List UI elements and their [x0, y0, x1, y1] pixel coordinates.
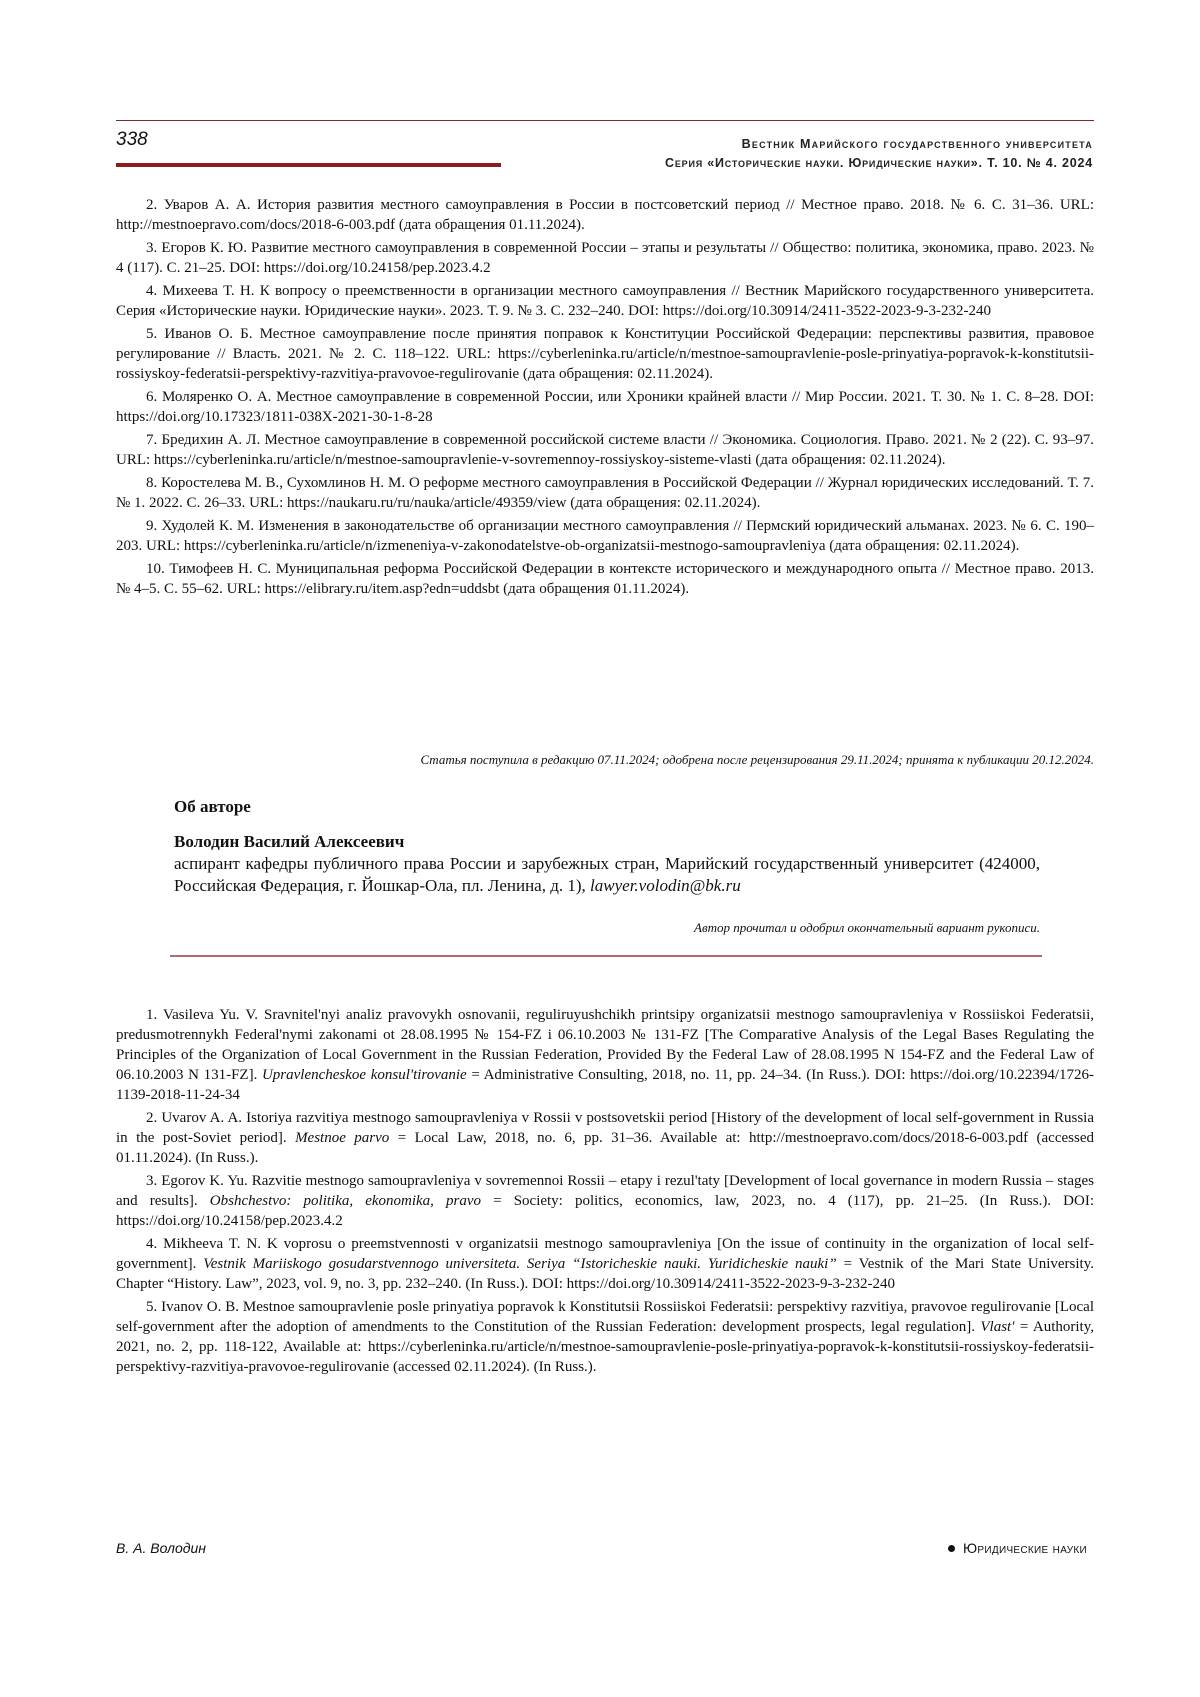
- reference-item: 4. Михеева Т. Н. К вопросу о преемственности в организации местного самоуправления // Вестник Марийского государственного университета. Серия «Исторические науки. Юридические науки». 2023. Т. 9. № 3. С. 232–240. DOI: https://doi.org/10.30914/2411-3522-2023-9-3-232-240: [116, 283, 1094, 319]
- header-accent-bar: [116, 163, 501, 167]
- reference-text: 3. Egorov K. Yu. Razvitie mestnogo samoupravleniya v sovremennoi Rossii – etapy i rezul'taty [Development of local governance in modern Russia – stages and results].: [116, 1173, 1094, 1209]
- reference-text: = Authority, 2021, no. 2, pp. 118-122, Available at: https://cyberleninka.ru/article/n/mestnoe-samoupravlenie-posle-prinyatiya-popravok-k-konstitutsii-rossiyskoy-federatsii-perspektivy-razvitiya-pravovoe-regulirovanie (accessed 02.11.2024). (In Russ.).: [116, 1319, 1094, 1375]
- reference-item: 7. Бредихин А. Л. Местное самоуправление в современной российской системе власти // Экономика. Социология. Право. 2021. № 2 (22). С. 93–97. URL: https://cyberleninka.ru/article/n/mestnoe-samoupravlenie-v-sovremennoy-rossiyskoy-sisteme-vlasti (дата обращения: 02.11.2024).: [116, 432, 1094, 468]
- reference-item: 10. Тимофеев Н. С. Муниципальная реформа Российской Федерации в контексте исторического и международного опыта // Местное право. 2013. № 4–5. С. 55–62. URL: https://elibrary.ru/item.asp?edn=uddsbt (дата обращения 01.11.2024).: [116, 561, 1094, 597]
- reference-journal: Upravlencheskoe konsul'tirovanie: [261, 1067, 467, 1083]
- author-bio-text: аспирант кафедры публичного права России и зарубежных стран, Марийский государственный университет (424000, Российская Федерация, г. Йошкар-Ола, пл. Ленина, д. 1),: [174, 854, 1040, 895]
- reference-item: 2. Уваров А. А. История развития местного самоуправления в России в постсоветский период // Местное право. 2018. № 6. С. 31–36. URL: http://mestnoepravo.com/docs/2018-6-003.pdf (дата обращения 01.11.2024).: [116, 197, 1094, 233]
- page-number: 338: [116, 129, 148, 150]
- reference-text: = Society: politics, economics, law, 2023, no. 4 (117), pp. 21–25. (In Russ.). DOI: https://doi.org/10.24158/pep.2023.4.2: [116, 1193, 1094, 1229]
- reference-item: [116, 1297, 1094, 1377]
- references-en: [116, 1005, 1094, 1380]
- footer-author: В. А. Володин: [116, 1540, 206, 1556]
- reference-item: [116, 1005, 1094, 1105]
- reference-item: 3. Егоров К. Ю. Развитие местного самоуправления в современной России – этапы и результаты // Общество: политика, экономика, право. 2023. № 4 (117). С. 21–25. DOI: https://doi.org/10.24158/pep.2023.4.2: [116, 240, 1094, 276]
- reference-item: [116, 1171, 1094, 1231]
- author-name: Володин Василий Алексеевич: [174, 832, 405, 851]
- reference-item: 5. Иванов О. Б. Местное самоуправление после принятия поправок к Конституции Российской Федерации: перспективы развития, правовое регулирование // Власть. 2021. № 2. С. 118–122. URL: https://cyberleninka.ru/article/n/mestnoe-samoupravlenie-posle-prinyatiya-popravok-k-konstitutsii-rossiyskoy-federatsii-perspektivy-razvitiya-pravovoe-regulirovanie (дата обращения: 02.11.2024).: [116, 326, 1094, 382]
- reference-item: [116, 1234, 1094, 1294]
- reference-text: 1. Vasileva Yu. V. Sravnitel'nyi analiz pravovykh osnovanii, reguliruyushchikh printsipy organizatsii mestnogo samoupravleniya v Rossiiskoi Federatsii, predusmotrennykh Federal'nymi zakonami ot 28.08.1995 № 154-FZ i 06.10.2003 № 131-FZ [The Comparative Analysis of the Legal Bases Regulating the Principles of the Organization of Local Government in the Russian Federation, Provided By the Federal Law of 28.08.1995 N 154-FZ and the Federal Law of 06.10.2003 N 131-FZ].: [116, 1007, 1094, 1083]
- reference-item: 8. Коростелева М. В., Сухомлинов Н. М. О реформе местного самоуправления в Российской Федерации // Журнал юридических исследований. Т. 7. № 1. 2022. С. 26–33. URL: https://naukaru.ru/ru/nauka/article/49359/view (дата обращения: 02.11.2024).: [116, 475, 1094, 511]
- reference-journal: Mestnoe parvo: [295, 1130, 390, 1146]
- journal-series: Серия «Исторические науки. Юридические науки». Т. 10. № 4. 2024: [665, 156, 1093, 170]
- reference-journal: Vlast': [980, 1319, 1015, 1335]
- reference-text: = Administrative Consulting, 2018, no. 11, pp. 24–34. (In Russ.). DOI: https://doi.org/10.22394/1726-1139-2018-11-24-34: [116, 1067, 1095, 1103]
- reference-journal: Obshchestvo: politika, ekonomika, pravo: [209, 1193, 482, 1209]
- header-top-rule: [116, 120, 1094, 121]
- bullet-icon: [948, 1545, 955, 1552]
- reference-text: 5. Ivanov O. B. Mestnoe samoupravlenie posle prinyatiya popravok k Konstitutsii Rossiiskoi Federatsii: perspektivy razvitiya, pravovoe regulirovanie [Local self-government after the adoption of amendments to the Constitution of the Russian Federation: development prospects, legal regulation].: [116, 1299, 1094, 1335]
- reference-text: = Vestnik of the Mari State University. Chapter “History. Law”, 2023, vol. 9, no. 3, pp. 232–240. (In Russ.). DOI: https://doi.org/10.30914/2411-3522-2023-9-3-232-240: [116, 1256, 1094, 1292]
- section-divider: [170, 955, 1042, 957]
- about-author-heading: Об авторе: [174, 797, 251, 816]
- journal-title: Вестник Марийского государственного университета: [741, 137, 1093, 151]
- author-email-link[interactable]: lawyer.volodin@bk.ru: [590, 876, 741, 895]
- received-note: Статья поступила в редакцию 07.11.2024; одобрена после рецензирования 29.11.2024; принята к публикации 20.12.2024.: [420, 752, 1094, 767]
- references-ru: [116, 195, 1094, 602]
- approved-note: Автор прочитал и одобрил окончательный вариант рукописи.: [694, 920, 1040, 935]
- author-bio: [174, 853, 1040, 897]
- footer-section: [948, 1540, 1087, 1556]
- reference-item: 6. Моляренко О. А. Местное самоуправление в современной России, или Хроники крайней власти // Мир России. 2021. Т. 30. № 1. С. 8–28. DOI: https://doi.org/10.17323/1811-038X-2021-30-1-8-28: [116, 389, 1094, 425]
- reference-journal: Vestnik Mariiskogo gosudarstvennogo universiteta. Seriya “Istoricheskie nauki. Yuridicheskie nauki”: [203, 1256, 837, 1272]
- reference-text: 2. Uvarov A. A. Istoriya razvitiya mestnogo samoupravleniya v Rossii v postsovetskii period [History of the development of local self-government in Russia in the post-Soviet period].: [116, 1110, 1094, 1146]
- reference-item: [116, 1108, 1094, 1168]
- reference-item: 9. Худолей К. М. Изменения в законодательстве об организации местного самоуправления // Пермский юридический альманах. 2023. № 6. С. 190–203. URL: https://cyberleninka.ru/article/n/izmeneniya-v-zakonodatelstve-ob-organizatsii-mestnogo-samoupravleniya (дата обращения: 02.11.2024).: [116, 518, 1094, 554]
- reference-text: = Local Law, 2018, no. 6, pp. 31–36. Available at: http://mestnoepravo.com/docs/2018-6-003.pdf (accessed 01.11.2024). (In Russ.).: [116, 1130, 1094, 1166]
- footer-section-label: Юридические науки: [962, 1540, 1087, 1556]
- reference-text: 4. Mikheeva T. N. K voprosu o preemstvennosti v organizatsii mestnogo samoupravleniya [On the issue of continuity in the organization of local self-government].: [116, 1236, 1094, 1272]
